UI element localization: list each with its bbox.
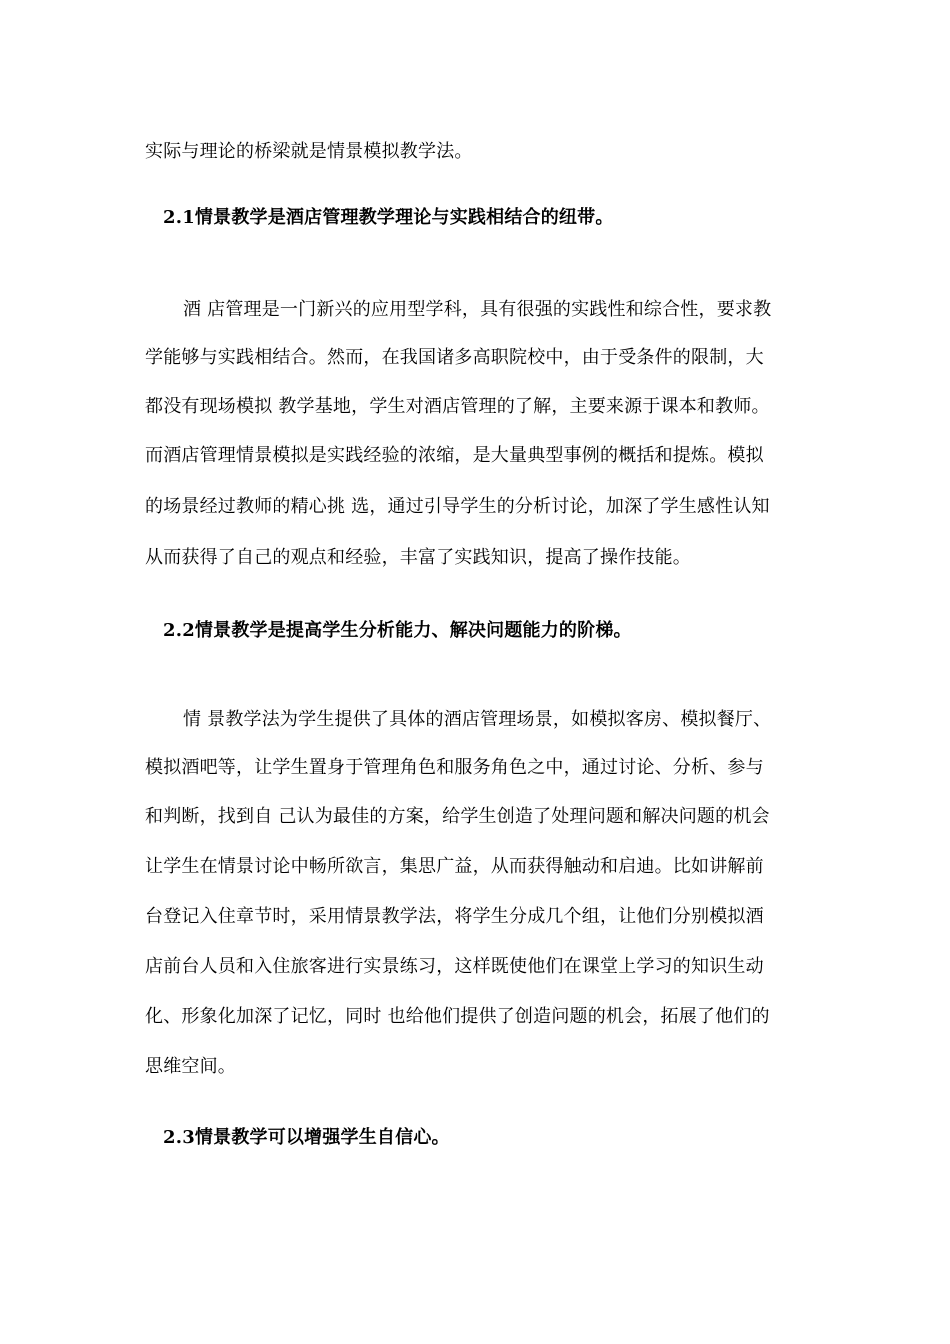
paragraph-line: 和判断，找到自 己认为最佳的方案，给学生创造了处理问题和解决问题的机会 xyxy=(145,806,770,827)
paragraph-line: 而酒店管理情景模拟是实践经验的浓缩，是大量典型事例的概括和提炼。模拟 xyxy=(145,445,764,466)
section-heading-2-2: 2.2情景教学是提高学生分析能力、解决问题能力的阶梯。 xyxy=(163,620,632,641)
paragraph-line: 从而获得了自己的观点和经验，丰富了实践知识，提高了操作技能。 xyxy=(145,547,691,568)
paragraph-line: 学能够与实践相结合。然而，在我国诸多高职院校中，由于受条件的限制，大 xyxy=(145,347,764,368)
intro-line: 实际与理论的桥梁就是情景模拟教学法。 xyxy=(145,141,473,162)
paragraph-line: 的场景经过教师的精心挑 选，通过引导学生的分析讨论，加深了学生感性认知 xyxy=(145,496,770,517)
paragraph-line: 化、形象化加深了记忆，同时 也给他们提供了创造问题的机会，拓展了他们的 xyxy=(145,1006,770,1027)
paragraph-line: 店前台人员和入住旅客进行实景练习，这样既使他们在课堂上学习的知识生动 xyxy=(145,956,764,977)
section-heading-2-1: 2.1情景教学是酒店管理教学理论与实践相结合的纽带。 xyxy=(163,207,614,228)
paragraph-line: 台登记入住章节时，采用情景教学法，将学生分成几个组，让他们分别模拟酒 xyxy=(145,906,764,927)
paragraph-line: 模拟酒吧等，让学生置身于管理角色和服务角色之中，通过讨论、分析、参与 xyxy=(145,757,764,778)
section-heading-2-3: 2.3情景教学可以增强学生自信心。 xyxy=(163,1127,450,1148)
paragraph-line: 都没有现场模拟 教学基地，学生对酒店管理的了解，主要来源于课本和教师。 xyxy=(145,396,770,417)
paragraph-line: 让学生在情景讨论中畅所欲言，集思广益，从而获得触动和启迪。比如讲解前 xyxy=(145,856,764,877)
paragraph-line: 情 景教学法为学生提供了具体的酒店管理场景，如模拟客房、模拟餐厅、 xyxy=(183,709,772,730)
paragraph-line: 酒 店管理是一门新兴的应用型学科，具有很强的实践性和综合性，要求教 xyxy=(183,299,772,320)
paragraph-line: 思维空间。 xyxy=(145,1056,236,1077)
